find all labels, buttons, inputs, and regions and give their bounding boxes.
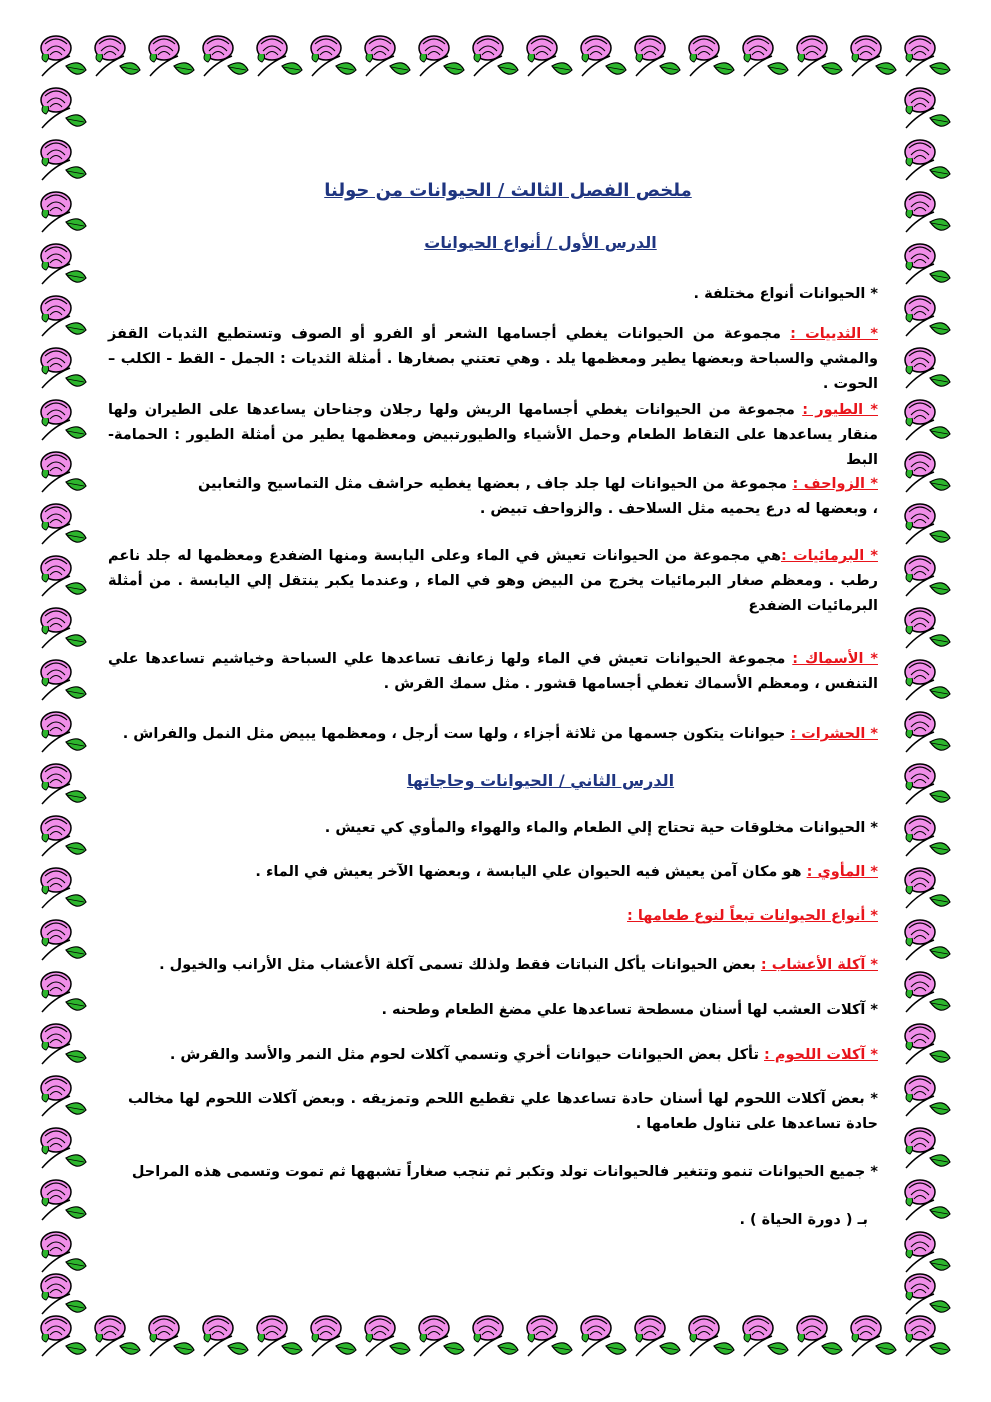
birds-label: * الطيور : bbox=[802, 402, 879, 418]
herbivores-label: * آكلة الأعشاب : bbox=[760, 957, 878, 973]
amphibians-text: هي مجموعة من الحيوانات تعيش في الماء وعلى اليابسة ومنها الضفدع ومعظمها له جلد ناعم رطب . ومعظم صغار البرمائيات يخرج من البيض وهو في الماء , وعندما يكبر ينتقل إلي اليابسة . من أمثلة البرمائيات الضفدع bbox=[108, 548, 878, 614]
amphibians-label: * البرمائيات : bbox=[781, 548, 878, 564]
insects-paragraph bbox=[108, 722, 878, 747]
food-types-label: * أنواع الحيوانات تبعاً لنوع طعامها : bbox=[627, 908, 878, 924]
amphibians-paragraph bbox=[108, 544, 878, 619]
fish-paragraph bbox=[108, 647, 878, 697]
mammals-paragraph bbox=[108, 322, 878, 397]
fish-label: * الأسماك : bbox=[792, 651, 878, 667]
herbivore-teeth: * آكلات العشب لها أسنان مسطحة تساعدها علي مضغ الطعام وطحنه . bbox=[381, 1002, 878, 1018]
fish-text: مجموعة الحيوانات تعيش في الماء ولها زعانف تساعدها علي السباحة وخياشيم تساعدها علي التنفس ، ومعظم الأسماك تغطي أجسامها قشور . مثل سمك القرش . bbox=[108, 651, 878, 692]
lesson2-title: الدرس الثاني / الحيوانات وحاجاتها bbox=[406, 771, 675, 790]
document-body bbox=[108, 150, 878, 1260]
carnivores-text: تأكل بعض الحيوانات حيوانات أخري وتسمي آكلات لحوم مثل النمر والأسد والقرش . bbox=[169, 1047, 764, 1063]
animals-needs: * الحيوانات مخلوقات حية تحتاج إلي الطعام والماء والهواء والمأوي كي تعيش . bbox=[324, 820, 878, 836]
page-title: ملخص الفصل الثالث / الحيوانات من حولنا bbox=[324, 180, 692, 201]
mammals-label: * الثدييات : bbox=[790, 326, 878, 342]
animals-intro: * الحيوانات أنواع مختلفة . bbox=[693, 286, 878, 302]
birds-paragraph bbox=[108, 398, 878, 473]
herbivores-paragraph bbox=[108, 953, 878, 978]
herbivores-text: بعض الحيوانات يأكل النباتات فقط ولذلك تسمى آكلة الأعشاب مثل الأرانب والخيول . bbox=[159, 957, 761, 973]
reptiles-paragraph bbox=[198, 472, 878, 522]
carnivore-teeth: * بعض آكلات اللحوم لها أسنان حادة تساعدها علي تقطيع اللحم وتمزيقه . وبعض آكلات اللحوم لها مخالب حادة تساعدها على تناول طعامها . bbox=[128, 1091, 878, 1132]
reptiles-text: مجموعة من الحيوانات لها جلد جاف , بعضها يغطيه حراشف مثل التماسيح والثعابين ، وبعضها له درع يحميه مثل السلاحف . والزواحف تبيض . bbox=[198, 476, 878, 517]
shelter-paragraph bbox=[108, 860, 878, 885]
lesson1-title: الدرس الأول / أنواع الحيوانات bbox=[424, 233, 657, 252]
insects-text: حيوانات يتكون جسمها من ثلاثة أجزاء ، ولها ست أرجل ، ومعظمها يبيض مثل النمل والفراش . bbox=[122, 726, 791, 742]
mammals-text: مجموعة من الحيوانات يغطي أجسامها الشعر أو الفرو أو الصوف وتستطيع الثديات القفز والمشي والسباحة وبعضها يطير ومعظمها يلد . وهي تعتني بصغارها . أمثلة الثديات : الجمل - القط - الكلب – الحوت . bbox=[108, 326, 878, 392]
growth-paragraph: * جميع الحيوانات تنمو وتتغير فالحيوانات تولد وتكبر ثم تنجب صغاراً تشبهها ثم تموت وتسمى هذه المراحل bbox=[131, 1164, 878, 1180]
shelter-label: * المأوي : bbox=[806, 864, 878, 880]
life-cycle: بـ ( دورة الحياة ) . bbox=[739, 1212, 868, 1228]
insects-label: * الحشرات : bbox=[790, 726, 878, 742]
carnivores-paragraph bbox=[108, 1043, 878, 1068]
reptiles-label: * الزواحف : bbox=[792, 476, 878, 492]
carnivores-label: * آكلات اللحوم : bbox=[763, 1047, 878, 1063]
food-types-heading bbox=[108, 904, 878, 929]
birds-text: مجموعة من الحيوانات يغطي أجسامها الريش ولها رجلان وجناحان يساعدها على الطيران ولها منقار يساعدها على التقاط الطعام وحمل الأشياء والطيورتبيض ومعظمها يطير من أمثلة الطيور : الحمامة- البط bbox=[108, 402, 878, 468]
shelter-text: هو مكان آمن يعيش فيه الحيوان علي اليابسة ، وبعضها الآخر يعيش في الماء . bbox=[255, 864, 807, 880]
